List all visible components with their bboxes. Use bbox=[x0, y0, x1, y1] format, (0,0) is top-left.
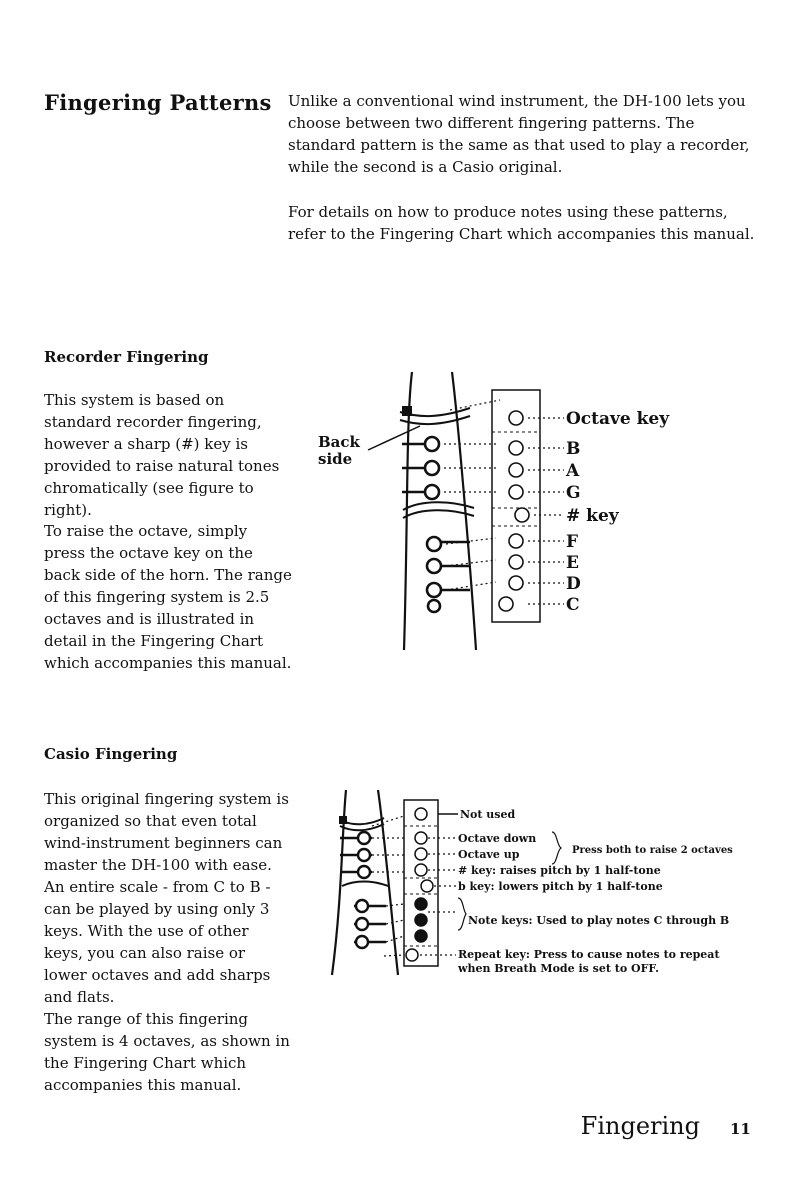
horn-outline bbox=[404, 372, 476, 650]
recorder-key-e bbox=[427, 559, 441, 573]
horn-bands bbox=[400, 408, 474, 518]
sharp-key-label: # key: raises pitch by 1 half-tone bbox=[458, 864, 661, 877]
back-side-arrow bbox=[368, 426, 420, 450]
octave-key-stub bbox=[402, 406, 412, 416]
footer-label: Fingering bbox=[580, 1112, 700, 1140]
sharp-key-label: # key bbox=[566, 506, 619, 526]
casio-heading: Casio Fingering bbox=[44, 745, 178, 763]
note-keys-label: Note keys: Used to play notes C through B bbox=[468, 914, 730, 927]
intro-paragraph-2: For details on how to produce notes using these patterns, refer to the Fingering Chart which accompanies this manual. bbox=[288, 203, 755, 243]
casio-braces bbox=[458, 832, 561, 930]
casio-key-box bbox=[404, 800, 438, 966]
flat-key-label: b key: lowers pitch by 1 half-tone bbox=[458, 880, 663, 893]
horn-keys bbox=[402, 437, 470, 612]
recorder-key-a bbox=[425, 461, 439, 475]
box-circles bbox=[499, 411, 529, 611]
octave-up-label: Octave up bbox=[458, 848, 520, 861]
recorder-key-f bbox=[427, 537, 441, 551]
octave-down-label: Octave down bbox=[458, 832, 537, 845]
casio-horn-bands bbox=[340, 818, 388, 886]
key-label-c: C bbox=[566, 595, 580, 615]
page-number: 11 bbox=[730, 1120, 751, 1138]
not-used-label: Not used bbox=[460, 808, 516, 821]
key-label-e: E bbox=[566, 553, 579, 573]
intro-paragraph-1: Unlike a conventional wind instrument, the DH-100 lets you choose between two different fingering patterns. The standard pattern is the same as that used to play a recorder, while the second is a Casio original. bbox=[288, 92, 750, 176]
octave-note-label: Press both to raise 2 octaves bbox=[572, 845, 733, 856]
casio-box-circles bbox=[406, 808, 433, 961]
casio-horn-outline bbox=[332, 790, 398, 975]
key-label-a: A bbox=[566, 461, 580, 481]
recorder-key-c bbox=[428, 600, 440, 612]
key-box bbox=[492, 390, 540, 622]
repeat-key-label: Repeat key: Press to cause notes to repeat bbox=[458, 948, 720, 961]
key-label-f: F bbox=[566, 532, 579, 552]
octave-key-label: Octave key bbox=[566, 409, 670, 429]
back-side-label: Back bbox=[318, 433, 360, 451]
casio-horn-keys bbox=[340, 832, 386, 948]
leader-lines bbox=[444, 400, 564, 604]
page-title: Fingering Patterns bbox=[44, 90, 272, 115]
recorder-paragraph-1: This system is based on standard recorder fingering, however a sharp (#) key is provided to raise natural tones chromatically (see figure to right). bbox=[44, 391, 280, 519]
back-side-label-2: side bbox=[318, 450, 353, 468]
recorder-paragraph-2: To raise the octave, simply press the octave key on the back side of the horn. The range of this fingering system is 2.5 octaves and is illustrated in detail in the Fingering Chart which accompanies this manual. bbox=[44, 522, 292, 672]
repeat-key-label-2: when Breath Mode is set to OFF. bbox=[458, 962, 659, 975]
recorder-key-d bbox=[427, 583, 441, 597]
recorder-key-b bbox=[425, 437, 439, 451]
casio-paragraph-1: This original fingering system is organized so that even total wind-instrument beginners can master the DH-100 with ease. An entire scale - from C to B - can be played by using only 3 keys. With the use of other keys, you can also raise or lower octaves and add sharps and flats. bbox=[44, 790, 289, 1006]
key-label-g: G bbox=[566, 483, 581, 503]
recorder-key-g bbox=[425, 485, 439, 499]
casio-paragraph-2: The range of this fingering system is 4 octaves, as shown in the Fingering Chart which accompanies this manual. bbox=[44, 1010, 290, 1094]
casio-leader-lines bbox=[372, 816, 456, 956]
key-label-d: D bbox=[566, 574, 581, 594]
recorder-heading: Recorder Fingering bbox=[44, 348, 209, 366]
key-label-b: B bbox=[566, 439, 581, 459]
